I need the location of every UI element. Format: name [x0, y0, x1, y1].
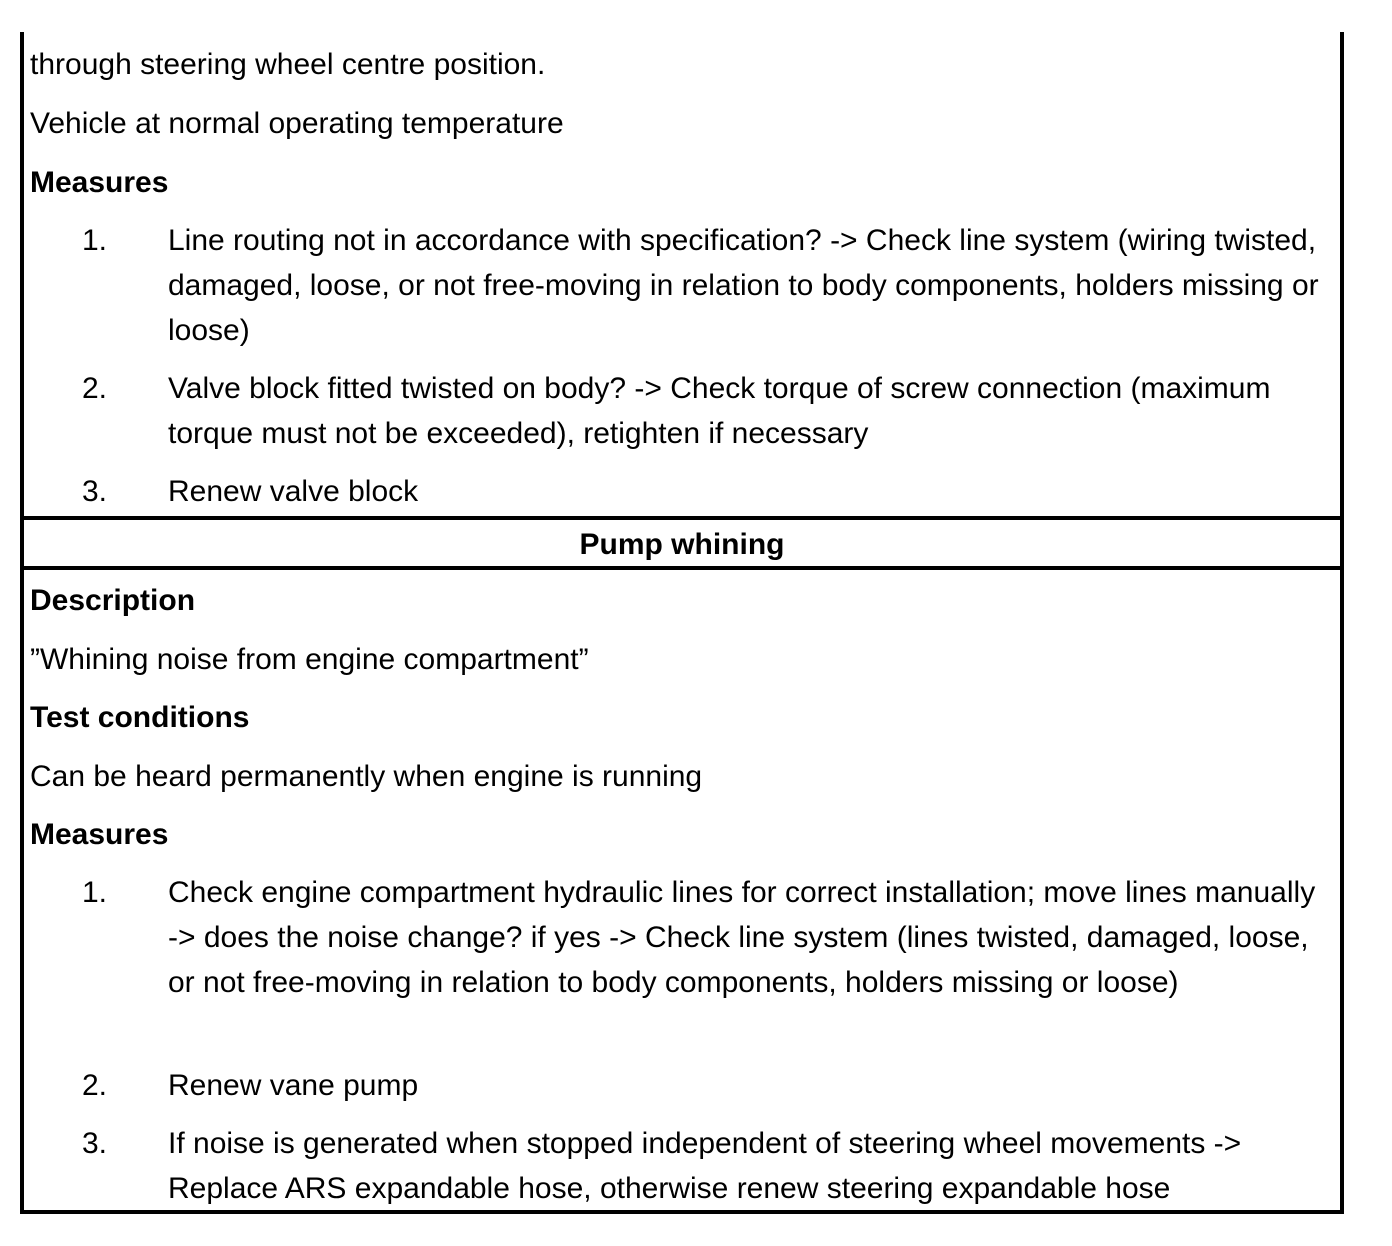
- measure-number: 3.: [82, 1127, 108, 1160]
- test-conditions-text: Can be heard permanently when engine is running: [30, 760, 703, 793]
- description-text: ”Whining noise from engine compartment”: [30, 643, 589, 676]
- measures-heading: Measures: [30, 818, 169, 851]
- previous-fault-section: [24, 32, 1340, 516]
- measure-text: Renew vane pump: [168, 1069, 419, 1102]
- test-condition-continued: through steering wheel centre position.: [30, 48, 546, 81]
- pump-whining-section: [24, 570, 1340, 1210]
- troubleshooting-table: [20, 32, 1344, 1214]
- measure-number: 3.: [82, 475, 108, 508]
- measure-number: 2.: [82, 1069, 108, 1102]
- description-heading: Description: [30, 584, 196, 617]
- measure-number: 1.: [82, 224, 108, 257]
- measure-text: Renew valve block: [168, 475, 419, 508]
- test-condition-temperature: Vehicle at normal operating temperature: [30, 107, 564, 140]
- measure-text: Line routing not in accordance with specification? -> Check line system (wiring twisted, damaged, loose, or not free-moving in relation to body components, holders missing or loose): [168, 224, 1319, 347]
- measure-number: 1.: [82, 876, 108, 909]
- section-title: Pump whining: [579, 528, 785, 561]
- section-heading-row: [24, 516, 1340, 570]
- measure-number: 2.: [82, 372, 108, 405]
- measure-text: If noise is generated when stopped independent of steering wheel movements -> Replace ARS expandable hose, otherwise renew steering expandable hose: [168, 1127, 1242, 1205]
- measure-text: Check engine compartment hydraulic lines for correct installation; move lines manually -> does the noise change? if yes -> Check line system (lines twisted, damaged, loose, or not free-moving in relation to body components, holders missing or loose): [168, 876, 1316, 999]
- measures-heading: Measures: [30, 166, 169, 199]
- measure-text: Valve block fitted twisted on body? -> Check torque of screw connection (maximum torque must not be exceeded), retighten if necessary: [168, 372, 1271, 450]
- test-conditions-heading: Test conditions: [30, 701, 250, 734]
